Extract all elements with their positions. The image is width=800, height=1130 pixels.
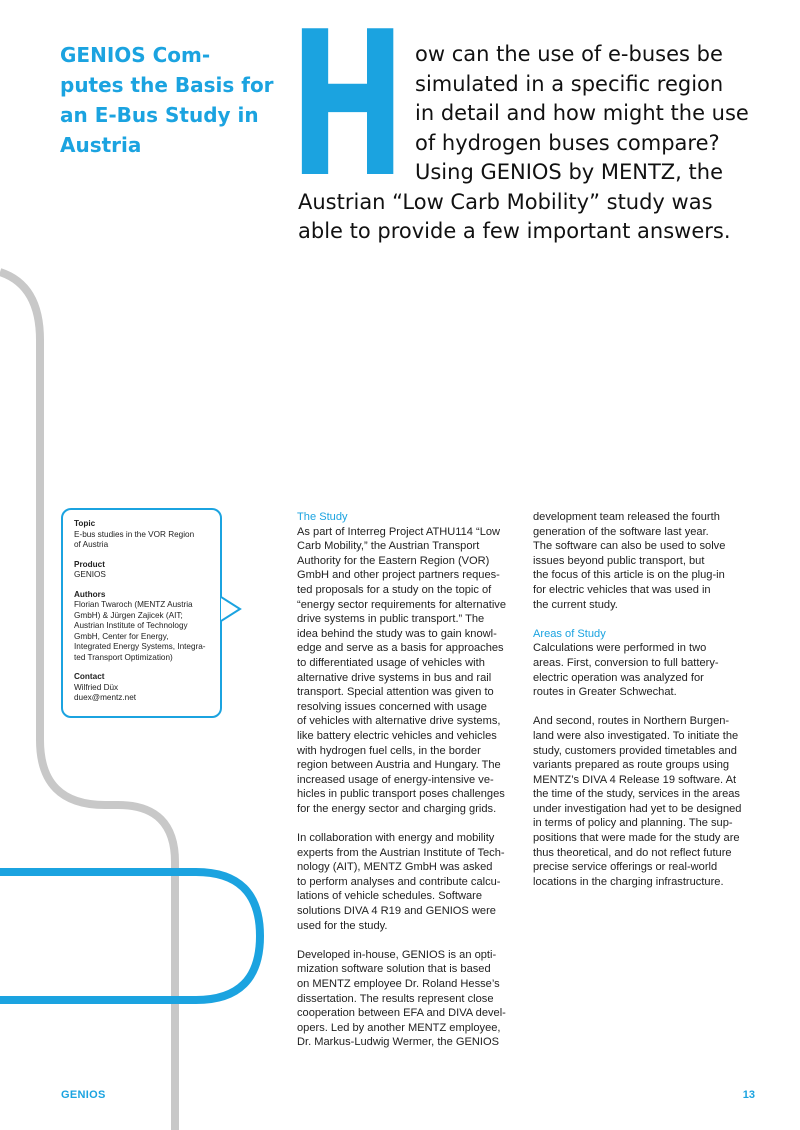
body-text-line: Carb Mobility,” the Austrian Transport (297, 540, 480, 553)
body-text-line: for the energy sector and charging grids. (297, 802, 497, 815)
body-text-line: thus theoretical, and do not reflect future (533, 846, 732, 859)
drop-cap: H (289, 0, 407, 222)
body-text-line: of vehicles with alternative drive systems, (297, 715, 501, 728)
blue-track-line (0, 872, 260, 1000)
body-text-line: ted proposals for a study on the topic of (297, 583, 492, 596)
contact-label: Contact (74, 672, 105, 681)
body-text-line: increased usage of energy-intensive ve- (297, 773, 494, 786)
body-text-line: positions that were made for the study are (533, 832, 740, 845)
body-text-line: variants prepared as route groups using (533, 759, 730, 772)
body-text-line: hicles in public transport poses challenges (297, 788, 505, 801)
section-heading: Areas of Study (533, 627, 606, 640)
body-text-line (297, 933, 527, 948)
body-text-line: alternative drive systems in bus and rail (297, 671, 492, 684)
body-text-line: land were also investigated. To initiate the (533, 729, 739, 742)
lead-line: Using GENIOS by MENTZ, the (415, 160, 723, 184)
product-section (74, 560, 210, 581)
body-text-line: used for the study. (297, 919, 388, 932)
body-text-line: locations in the charging infrastructure. (533, 875, 724, 888)
title-line: putes the Basis for (60, 73, 274, 97)
body-text-line: Developed in-house, GENIOS is an opti- (297, 948, 497, 961)
lead-line: ow can the use of e-buses be (415, 42, 723, 66)
body-text-line: solutions DIVA 4 R19 and GENIOS were (297, 905, 496, 918)
body-text-line: lations of vehicle schedules. Software (297, 890, 482, 903)
body-text-line: GmbH and other project partners reques- (297, 569, 500, 582)
body-text-line: routes in Greater Schwechat. (533, 686, 677, 699)
body-text-line (297, 816, 527, 831)
body-text-line: nology (AIT), MENTZ GmbH was asked (297, 861, 493, 874)
body-text-line: Dr. Markus-Ludwig Wermer, the GENIOS (297, 1036, 500, 1049)
authors-text: Florian Twaroch (MENTZ Austria (74, 600, 193, 609)
title-line: GENIOS Com- (60, 43, 211, 67)
body-column-left (297, 510, 527, 1050)
title-line: an E-Bus Study in (60, 103, 259, 127)
body-text-line: the focus of this article is on the plug-in (533, 569, 725, 582)
authors-text: ted Transport Optimization) (74, 652, 173, 662)
body-text-line: areas. First, conversion to full battery- (533, 656, 719, 669)
lead-paragraph (298, 40, 768, 247)
article-info-box (61, 508, 222, 718)
body-text-line: to differentiated usage of vehicles with (297, 656, 485, 669)
lead-line: of hydrogen buses compare? (415, 130, 720, 155)
authors-label: Authors (74, 589, 106, 599)
body-text-line (533, 612, 763, 627)
body-text-line: study, customers provided timetables and (533, 744, 737, 757)
body-text-line: The software can also be used to solve (533, 540, 726, 553)
authors-text: Austrian Institute of Technology (74, 621, 188, 630)
body-text-line: the time of the study, services in the areas (533, 788, 740, 801)
body-text-line: precise service offerings or real-world (533, 861, 718, 874)
body-text-line: under investigation had yet to be designed (533, 802, 742, 815)
authors-text: GmbH, Center for Energy, (74, 631, 169, 641)
section-heading: The Study (297, 511, 348, 523)
contact-email[interactable]: duex@mentz.net (74, 693, 137, 702)
body-text-line: issues beyond public transport, but (533, 554, 705, 567)
topic-section (74, 519, 210, 551)
body-text-line: mization software solution that is based (297, 963, 491, 976)
body-text-line: transport. Special attention was given to (297, 686, 494, 699)
body-text-line: And second, routes in Northern Burgen- (533, 715, 730, 728)
lead-line: Austrian “Low Carb Mobility” study was (298, 189, 713, 214)
body-text-line: Authority for the Eastern Region (VOR) (297, 554, 490, 567)
body-text-line: opers. Led by another MENTZ employee, (297, 1021, 501, 1034)
authors-section (74, 590, 210, 664)
body-text-line: electric operation was analyzed for (533, 671, 704, 684)
body-text-line: Calculations were performed in two (533, 642, 707, 655)
lead-line: simulated in a specific region (415, 71, 724, 96)
body-text-line: idea behind the study was to gain knowl- (297, 627, 497, 640)
body-column-right (533, 510, 763, 889)
contact-name: Wilfried Düx (74, 682, 119, 692)
body-text-line: edge and serve as a basis for approaches (297, 642, 504, 655)
body-text-line: As part of Interreg Project ATHU114 “Low (297, 525, 501, 538)
body-text-line: development team released the fourth (533, 511, 720, 523)
body-text-line: dissertation. The results represent close (297, 992, 494, 1005)
body-text-line: “energy sector requirements for alternative (297, 598, 507, 611)
contact-section (74, 672, 210, 704)
article-title (60, 40, 275, 160)
body-text-line: on MENTZ employee Dr. Roland Hesse’s (297, 978, 500, 990)
authors-text: GmbH) & Jürgen Zajicek (AIT; (74, 610, 183, 620)
body-text-line: resolving issues concerned with usage (297, 700, 487, 713)
body-text-line: the current study. (533, 598, 618, 611)
info-box-pointer (221, 595, 243, 623)
body-text-line: MENTZ’s DIVA 4 Release 19 software. At (533, 773, 737, 786)
body-text-line: region between Austria and Hungary. The (297, 759, 501, 772)
body-text-line: like battery electric vehicles and vehicles (297, 729, 497, 742)
lead-line: able to provide a few important answers. (298, 219, 731, 243)
product-label: Product (74, 559, 105, 569)
topic-text: of Austria (74, 540, 109, 549)
body-text-line: In collaboration with energy and mobility (297, 832, 495, 845)
title-line: Austria (60, 133, 142, 157)
body-text-line: generation of the software last year. (533, 525, 709, 538)
page-number: 13 (742, 1089, 755, 1101)
topic-label: Topic (74, 519, 96, 528)
body-text-line: for electric vehicles that was used in (533, 583, 711, 596)
body-text-line: to perform analyses and contribute calcu- (297, 875, 501, 888)
product-text: GENIOS (74, 570, 106, 579)
body-text-line: drive systems in public transport.” The (297, 613, 485, 626)
body-text-line: experts from the Austrian Institute of Tech- (297, 846, 505, 859)
body-text-line: with hydrogen fuel cells, in the border (297, 744, 481, 757)
authors-text: Integrated Energy Systems, Integra- (74, 642, 206, 651)
body-text-line: cooperation between EFA and DIVA devel- (297, 1007, 506, 1020)
body-text-line: in terms of policy and planning. The sup- (533, 817, 733, 830)
body-text-line (533, 700, 763, 715)
lead-line: in detail and how might the use (415, 101, 749, 125)
topic-text: E-bus studies in the VOR Region (74, 529, 195, 539)
footer-section-label: GENIOS (61, 1089, 106, 1101)
